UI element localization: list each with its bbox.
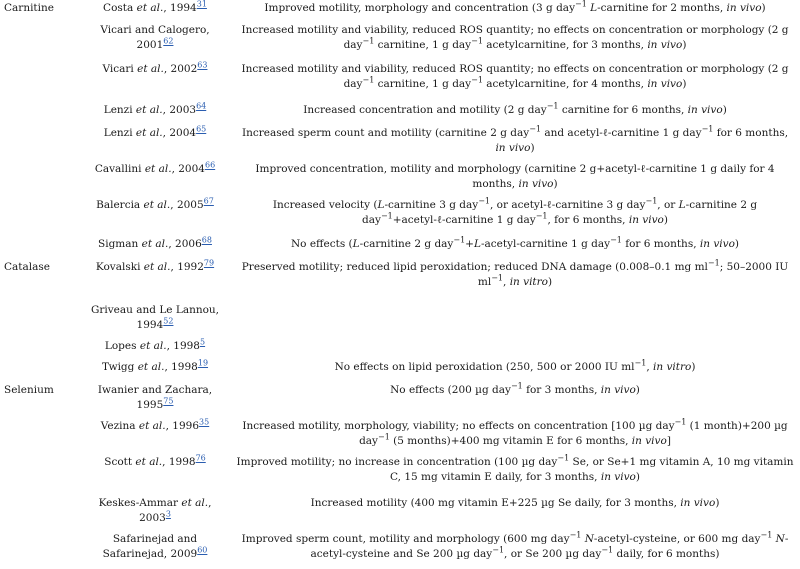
agent-cell — [0, 300, 80, 336]
effect-cell: No effects (200 µg day$^{-1}$ for 3 months, in vivo) — [390, 381, 640, 396]
reference-cell: Griveau and Le Lannou, 1994$^{52}$ — [90, 304, 220, 331]
effect-cell: Improved sperm count, motility and morphology (600 mg day$^{-1}$ N-acetyl-cysteine, or 600 mg day$^{-1}$ N-acetyl-cysteine and Se 200 µg day$^{-1}$, or Se 200 µg day$^{-1}$ daily, for 6 months) — [241, 530, 789, 560]
reference-cell: Vicari and Calogero, 2001$^{62}$ — [100, 24, 210, 51]
agent-cell: Carnitine — [4, 2, 54, 14]
reference-cell: Vezina et al., 1996$^{35}$ — [100, 417, 210, 432]
citation-link[interactable]: 76 — [195, 453, 206, 463]
citation-link[interactable]: 79 — [203, 258, 215, 268]
reference-cell: Lenzi et al., 2003$^{64}$ — [103, 101, 207, 116]
table-row — [0, 234, 800, 257]
effect-cell: Increased motility and viability, reduced ROS quantity; no effects on concentration or morphology (2 g day$^{-1}$ carnitine, 1 g day$^{-1}$ acetylcarnitine, for 4 months, in vivo) — [241, 63, 789, 90]
table-row — [0, 0, 800, 20]
effect-cell: Increased sperm count and motility (carnitine 2 g day$^{-1}$ and acetyl-ℓ-carnitine 1 g day$^{-1}$ for 6 months, in vivo) — [241, 124, 789, 154]
citation-link[interactable]: 65 — [196, 124, 207, 134]
agent-cell — [0, 100, 80, 123]
reference-cell: Costa et al., 1994$^{31}$ — [103, 0, 207, 14]
reference-cell: Lopes et al., 1998$^5$ — [104, 337, 206, 352]
citation-link[interactable]: 66 — [204, 160, 216, 170]
table-row — [0, 100, 800, 123]
agent-cell — [0, 20, 80, 59]
agent-cell — [0, 195, 80, 234]
effect-cell: Increased velocity (L-carnitine 3 g day$^{-1}$, or acetyl-ℓ-carnitine 3 g day$^{-1}$, or L-carnitine 2 g day$^{-1}$+acetyl-ℓ-carnitine 1 g day$^{-1}$, for 6 months, in vivo) — [272, 196, 758, 226]
citation-link[interactable]: 5 — [200, 337, 206, 347]
table-row — [0, 20, 800, 59]
table-row — [0, 159, 800, 195]
citation-link[interactable]: 68 — [201, 235, 212, 245]
agent-cell — [0, 159, 80, 195]
effect-cell: Improved motility, morphology and concentration (3 g day$^{-1}$ L-carnitine for 2 months, in vivo) — [264, 0, 766, 14]
agent-cell: Selenium — [4, 384, 54, 396]
reference-cell: Kovalski et al., 1992$^{79}$ — [95, 258, 215, 273]
table-row — [0, 416, 800, 452]
citation-link[interactable]: 75 — [163, 396, 174, 406]
table-row — [0, 493, 800, 529]
table-row — [0, 336, 800, 357]
citation-link[interactable]: 60 — [197, 545, 208, 555]
table-row — [0, 380, 800, 416]
citation-link[interactable]: 67 — [203, 196, 214, 206]
reference-cell: Keskes-Ammar et al., 2003$^3$ — [98, 497, 212, 524]
effect-cell — [230, 336, 800, 357]
reference-cell: Sigman et al., 2006$^{68}$ — [98, 235, 212, 250]
reference-cell: Vicari et al., 2002$^{63}$ — [102, 60, 208, 75]
effect-cell: Increased motility and viability, reduced ROS quantity; no effects on concentration or morphology (2 g day$^{-1}$ carnitine, 1 g day$^{-1}$ acetylcarnitine, for 3 months, in vivo) — [241, 24, 789, 51]
table-row — [0, 195, 800, 234]
table-row — [0, 123, 800, 159]
reference-cell: Scott et al., 1998$^{76}$ — [104, 453, 206, 468]
table-row — [0, 257, 800, 300]
effect-cell: Increased concentration and motility (2 g day$^{-1}$ carnitine for 6 months, in vivo) — [303, 101, 727, 116]
table-row — [0, 357, 800, 380]
citation-link[interactable]: 62 — [163, 36, 174, 46]
reference-cell: Cavallini et al., 2004$^{66}$ — [94, 160, 216, 175]
effect-cell: Improved concentration, motility and morphology (carnitine 2 g+acetyl-ℓ-carnitine 1 g daily for 4 months, in vivo) — [255, 163, 775, 190]
agent-cell: Catalase — [4, 261, 50, 273]
agent-cell — [0, 452, 80, 493]
agent-cell — [0, 234, 80, 257]
agent-cell — [0, 529, 80, 569]
table-row — [0, 59, 800, 100]
citation-link[interactable]: 35 — [199, 417, 210, 427]
effect-cell: No effects on lipid peroxidation (250, 500 or 2000 IU $ml^{-1}$, in vitro) — [334, 358, 696, 373]
citation-link[interactable]: 64 — [196, 101, 207, 111]
agent-cell — [0, 357, 80, 380]
agent-cell — [0, 416, 80, 452]
effect-cell: Increased motility (400 mg vitamin E+225 µg Se daily, for 3 months, in vivo) — [310, 497, 720, 509]
effect-cell: No effects (L-carnitine 2 g day$^{-1}$+L-acetyl-carnitine 1 g day$^{-1}$ for 6 months, in vivo) — [290, 235, 740, 250]
reference-cell: Lenzi et al., 2004$^{65}$ — [103, 124, 207, 139]
effect-cell — [230, 300, 800, 336]
citation-link[interactable]: 52 — [163, 316, 174, 326]
reference-cell: Iwanier and Zachara, 1995$^{75}$ — [97, 384, 213, 411]
effect-cell: Improved motility; no increase in concentration (100 µg day$^{-1}$ Se, or Se+1 mg vitamin A, 10 mg vitamin C, 15 mg vitamin E daily, for 3 months, in vivo) — [236, 453, 794, 483]
citation-link[interactable]: 31 — [196, 0, 207, 9]
effect-cell: Preserved motility; reduced lipid peroxidation; reduced DNA damage (0.008–0.1 mg $ml^{-1}$; 50–2000 IU $ml^{-1}$, in vitro) — [241, 258, 789, 288]
agent-cell — [0, 493, 80, 529]
reference-cell: Safarinejad and Safarinejad, 2009$^{60}$ — [102, 533, 208, 560]
table-row — [0, 300, 800, 336]
agent-cell — [0, 59, 80, 100]
reference-cell: Twigg et al., 1998$^{19}$ — [101, 358, 209, 373]
citation-link[interactable]: 3 — [165, 509, 171, 519]
reference-cell: Balercia et al., 2005$^{67}$ — [96, 196, 214, 211]
table-row — [0, 452, 800, 493]
table-row — [0, 529, 800, 569]
citation-link[interactable]: 63 — [197, 60, 208, 70]
effect-cell: Increased motility, morphology, viability; no effects on concentration [100 µg day$^{-1}$ (1 month)+200 µg day$^{-1}$ (5 months)+400 mg vitamin E for 6 months, in vivo] — [242, 417, 788, 447]
agent-cell — [0, 123, 80, 159]
citation-link[interactable]: 19 — [197, 358, 209, 368]
agent-cell — [0, 336, 80, 357]
